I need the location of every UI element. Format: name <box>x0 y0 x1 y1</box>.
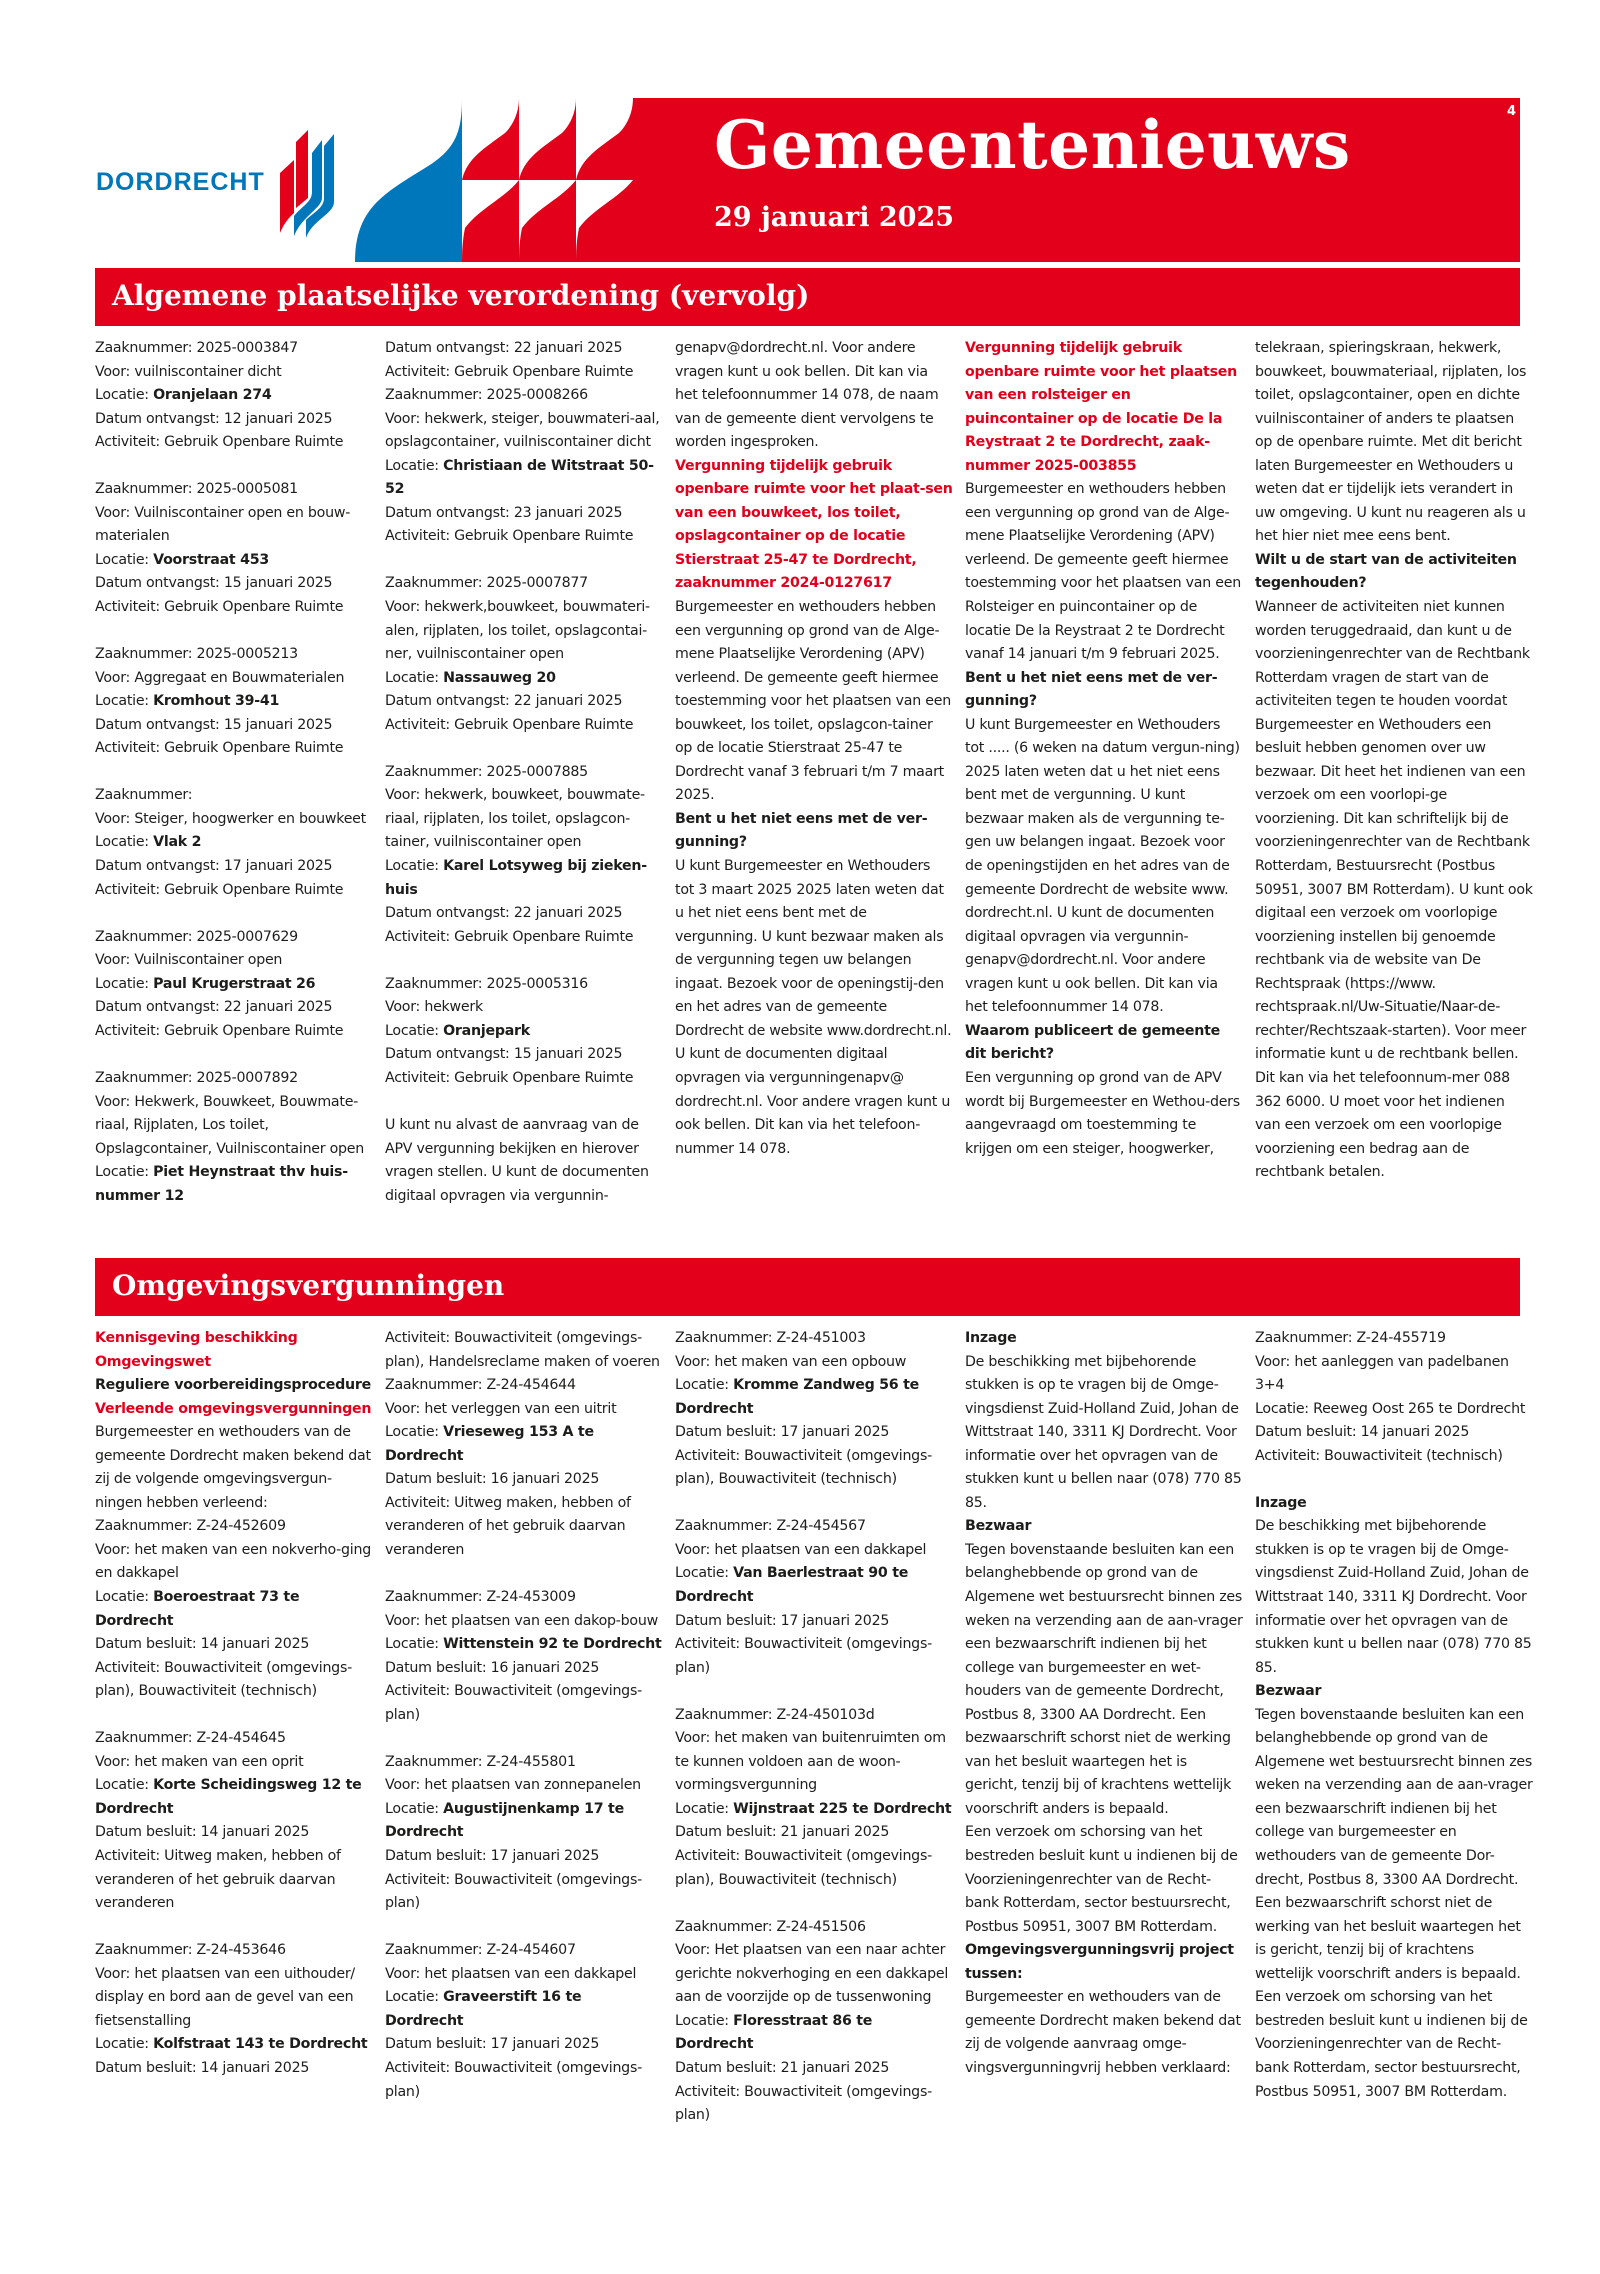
case-purpose: Voor: het maken van een nokverho-ging en dakkapel <box>95 1541 371 1582</box>
case-purpose: Voor: het maken van buitenruimten om te kunnen voldoen aan de woon-vormingsvergunning <box>675 1730 946 1794</box>
apv-column-3 <box>675 337 953 1161</box>
case-number: Zaaknummer: Z-24-450103d <box>675 1706 875 1723</box>
case-date: Datum ontvangst: 23 januari 2025 <box>385 504 623 521</box>
case-purpose: Voor: hekwerk, bouwkeet, bouwmate-riaal, rijplaten, los toilet, opslagcon-tainer, vuilniscontainer open <box>385 787 645 851</box>
inspection-body: De beschikking met bijbehorende stukken is op te vragen bij de Omge-vingsdienst Zuid-Holland Zuid, Johan de Wittstraat 140, 3311 KJ Dordrecht. Voor informatie over het opvragen van de stukken kunt u bellen naar (078) 770 85 85. <box>965 1353 1242 1511</box>
inspection-heading: Inzage <box>1255 1494 1307 1511</box>
case-number: Zaaknummer: Z-24-451506 <box>675 1918 866 1935</box>
suspension-body: Een verzoek om schorsing van het bestreden besluit kunt u indienen bij de Voorzieningenrechter van de Recht-bank Rotterdam, sector bestuursrecht, Postbus 50951, 3007 BM Rotterdam. <box>965 1824 1238 1935</box>
permit-entry <box>675 1515 953 1680</box>
case-activity: Activiteit: Gebruik Openbare Ruimte <box>95 434 344 451</box>
masthead <box>700 98 1520 262</box>
permit-entry <box>385 1586 663 1727</box>
inspection-heading: Inzage <box>965 1330 1017 1346</box>
why-heading: Waarom publiceert de gemeente dit bericht? <box>965 1022 1221 1063</box>
case-purpose: Voor: het plaatsen van een dakkapel <box>675 1541 927 1558</box>
case-date: Datum ontvangst: 22 januari 2025 <box>385 693 623 710</box>
permit-entry <box>385 1751 663 1916</box>
case-purpose: Voor: het aanleggen van padelbanen 3+4 <box>1255 1353 1509 1394</box>
decision-date: Datum besluit: 21 januari 2025 <box>675 1824 890 1841</box>
dordrecht-logo <box>96 128 346 238</box>
omgeving-column-2 <box>385 1327 663 2104</box>
permit-entry <box>1255 1327 1533 1468</box>
case-location: Locatie: Boeroestraat 73 te Dordrecht <box>95 1589 300 1629</box>
case-purpose: Voor: het maken van een oprit <box>95 1753 304 1770</box>
case-location: Locatie: Vrieseweg 153 A te Dordrecht <box>385 1424 594 1464</box>
decorative-wave-graphic <box>355 98 715 262</box>
case-number: Zaaknummer: 2025-0007629 <box>95 928 298 945</box>
case-location: Locatie: Piet Heynstraat thv huis-nummer 12 <box>95 1164 348 1204</box>
case-entry <box>385 973 663 1091</box>
case-number: Zaaknummer: Z-24-453009 <box>385 1589 576 1606</box>
case-number: Zaaknummer: Z-24-455801 <box>385 1753 576 1770</box>
decision-date: Datum besluit: 16 januari 2025 <box>385 1659 600 1676</box>
case-activity: Activiteit: Gebruik Openbare Ruimte <box>385 1069 634 1086</box>
case-location: Locatie: Graveerstift 16 te Dordrecht <box>385 1989 582 2029</box>
case-activity: Activiteit: Gebruik Openbare Ruimte <box>385 528 634 545</box>
case-location: Locatie: Oranjepark <box>385 1022 530 1039</box>
objection-heading: Bent u het niet eens met de ver-gunning? <box>965 669 1218 710</box>
case-date: Datum ontvangst: 15 januari 2025 <box>95 575 333 592</box>
case-location: Locatie: Oranjelaan 274 <box>95 387 272 404</box>
issue-date: 29 januari 2025 <box>714 202 955 233</box>
case-purpose: Voor: het plaatsen van zonnepanelen <box>385 1777 641 1794</box>
notice-body: Burgemeester en wethouders hebben een vergunning op grond van de Alge-mene Plaatselijke Verordening (APV) verleend. De gemeente geeft hiermee toestemming voor het plaatsen van een bouwkeet, los toilet, opslagcon-tainer op de locatie Stierstraat 25-47 te Dordrecht vanaf 3 februari t/m 7 maart 2025. <box>675 599 951 804</box>
case-date: Datum ontvangst: 22 januari 2025 <box>385 905 623 922</box>
case-activity: Activiteit: Gebruik Openbare Ruimte <box>95 1022 344 1039</box>
apv-column-5 <box>1255 337 1533 1185</box>
case-entry <box>95 643 373 761</box>
stop-activities-heading: Wilt u de start van de activiteiten tegenhouden? <box>1255 551 1517 592</box>
closing-paragraph: U kunt nu alvast de aanvraag van de APV vergunning bekijken en hierover vragen stellen. U kunt de documenten digitaal opvragen via vergunnin- <box>385 1117 649 1204</box>
case-location: Locatie: Christiaan de Witstraat 50-52 <box>385 457 654 498</box>
case-activity: Activiteit: Bouwactiviteit (omgevings-plan), Bouwactiviteit (technisch) <box>675 1848 932 1888</box>
case-location: Locatie: Van Baerlestraat 90 te Dordrecht <box>675 1565 909 1606</box>
case-number: Zaaknummer: Z-24-455719 <box>1255 1330 1446 1346</box>
omgeving-column-3 <box>675 1327 953 2128</box>
omgeving-column-4 <box>965 1327 1243 2081</box>
omgeving-column-1 <box>95 1327 373 2081</box>
case-location: Locatie: Reeweg Oost 265 te Dordrecht <box>1255 1400 1526 1417</box>
stop-activities-body: Wanneer de activiteiten niet kunnen worden teruggedraaid, dan kunt u de voorzieningenrechter van de Rechtbank Rotterdam vragen de start van de activiteiten tegen te houden voordat Burgemeester en Wethouders een besluit hebben genomen over uw bezwaar. Dit heet het indienen van een verzoek om een voorlopi-ge voorziening. Dit kan schriftelijk bij de voorzieningenrechter van de Rechtbank Rotterdam, Bestuursrecht (Postbus 50951, 3007 BM Rotterdam). U kunt ook digitaal een verzoek om voorlopige voorziening instellen bij genoemde rechtbank via de website van De Rechtspraak (https://www. rechtspraak.nl/Uw-Situatie/Naar-de-rechter/Rechtszaak-starten). Voor meer informatie kunt u de rechtbank bellen. Dit kan via het telefoonnum-mer 088 362 6000. U moet voor het indienen van een verzoek om een voorlopige voorziening een bedrag aan de rechtbank betalen. <box>1255 599 1533 1181</box>
case-purpose: Voor: het maken van een opbouw <box>675 1353 907 1370</box>
objection-heading: Bezwaar <box>1255 1683 1322 1700</box>
case-purpose: Voor: hekwerk,bouwkeet, bouwmateri-alen, rijplaten, los toilet, opslagcontai-ner, vuilniscontainer open <box>385 599 650 663</box>
decision-date: Datum besluit: 14 januari 2025 <box>95 1636 310 1653</box>
apv-column-1 <box>95 337 373 1208</box>
notice-title: Vergunning tijdelijk gebruik openbare ruimte voor het plaat-sen van een bouwkeet, los toilet, opslagcontainer op de locatie Stierstraat 25-47 te Dordrecht, zaaknummer 2024-0127617 <box>675 457 953 592</box>
case-purpose: Voor: Steiger, hoogwerker en bouwkeet <box>95 810 366 827</box>
apv-column-2 <box>385 337 663 1208</box>
case-activity: Activiteit: Gebruik Openbare Ruimte <box>385 363 634 380</box>
apv-column-4 <box>965 337 1243 1161</box>
case-number: Zaaknummer: Z-24-454607 <box>385 1942 576 1959</box>
case-date: Datum ontvangst: 17 januari 2025 <box>95 858 333 875</box>
case-number: Zaaknummer: 2025-0007885 <box>385 763 588 780</box>
case-purpose: Voor: Vuilniscontainer open <box>95 952 283 969</box>
case-entry <box>95 784 373 902</box>
intro-paragraph: Burgemeester en wethouders van de gemeente Dordrecht maken bekend dat zij de volgende omgevingsvergun-ningen hebben verleend: <box>95 1424 371 1511</box>
case-entry <box>95 926 373 1044</box>
case-purpose: Voor: vuilniscontainer dicht <box>95 363 282 380</box>
objection-heading: Bent u het niet eens met de ver-gunning? <box>675 810 928 851</box>
permit-entry <box>95 1515 373 1703</box>
case-purpose: Voor: het plaatsen van een dakkapel <box>385 1965 637 1982</box>
permit-free-body: Burgemeester en wethouders van de gemeente Dordrecht maken bekend dat zij de volgende aanvraag omge-vingsvergunningvrij hebben verklaard: <box>965 1989 1241 2076</box>
objection-body: Tegen bovenstaande besluiten kan een belanghebbende op grond van de Algemene wet bestuursrecht binnen zes weken na verzending aan de aan-vrager een bezwaarschrift indienen bij het college van burgemeester en wethouders van de gemeente Dor-drecht, Postbus 8, 3300 AA Dordrecht. Een bezwaarschrift schorst niet de werking van het besluit waartegen het is gericht, tenzij bij of krachtens wettelijk voorschrift anders is bepaald. <box>1255 1706 1533 1982</box>
decision-date: Datum besluit: 16 januari 2025 <box>385 1471 600 1488</box>
case-activity: Activiteit: Bouwactiviteit (omgevings-plan) <box>385 2059 642 2100</box>
granted-heading: Verleende omgevingsvergunningen <box>95 1400 372 1417</box>
permit-free-heading: Omgevingsvergunningsvrij project tussen: <box>965 1942 1234 1982</box>
case-number: Zaaknummer: 2025-0007892 <box>95 1069 298 1086</box>
objection-body: U kunt Burgemeester en Wethouders tot 3 maart 2025 2025 laten weten dat u het niet eens bent met de vergunning. U kunt bezwaar maken als de vergunning tegen uw belangen ingaat. Bezoek voor de openingstij-den en het adres van de gemeente Dordrecht de website www.dordrecht.nl. U kunt de documenten digitaal opvragen via vergunningenapv@ dordrecht.nl. Voor andere vragen kunt u ook bellen. Dit kan via het telefoon-nummer 14 078. <box>675 858 952 1157</box>
case-number: Zaaknummer: <box>95 787 193 804</box>
procedure-heading: Reguliere voorbereidingsprocedure <box>95 1377 371 1394</box>
section-title: Omgevingsvergunningen <box>112 1269 505 1302</box>
case-purpose: Voor: hekwerk <box>385 999 483 1016</box>
case-purpose: Voor: Aggregaat en Bouwmaterialen <box>95 669 345 686</box>
case-location: Locatie: Kolfstraat 143 te Dordrecht <box>95 2036 368 2053</box>
case-date: Datum ontvangst: 15 januari 2025 <box>95 716 333 733</box>
page-number: 4 <box>1506 104 1516 119</box>
case-location: Locatie: Nassauweg 20 <box>385 669 556 686</box>
why-body: Een vergunning op grond van de APV wordt bij Burgemeester en Wethou-ders aangevraagd om toestemming te krijgen om een steiger, hoogwerker, <box>965 1069 1240 1157</box>
permit-entry <box>95 1727 373 1915</box>
case-activity: Activiteit: Uitweg maken, hebben of veranderen of het gebruik daarvan veranderen <box>95 1848 341 1912</box>
case-location: Locatie: Kromhout 39-41 <box>95 693 280 710</box>
permit-entry <box>385 1939 663 2104</box>
case-entry <box>385 572 663 737</box>
case-number: Zaaknummer: 2025-0003847 <box>95 340 298 356</box>
case-location: Locatie: Wijnstraat 225 te Dordrecht <box>675 1800 952 1817</box>
kennisgeving-heading: Kennisgeving beschikking Omgevingswet <box>95 1330 298 1370</box>
notice-body: Burgemeester en wethouders hebben een vergunning op grond van de Alge-mene Plaatselijke Verordening (APV) verleend. De gemeente geeft hiermee toestemming voor het plaatsen van een Rolsteiger en puincontainer op de locatie De la Reystraat 2 te Dordrecht vanaf 14 januari t/m 9 februari 2025. <box>965 481 1241 663</box>
section-header-omgevingsvergunningen <box>95 1258 1520 1316</box>
permit-entry <box>675 1916 953 2128</box>
permit-entry <box>385 1374 663 1562</box>
case-date: Datum ontvangst: 22 januari 2025 <box>95 999 333 1016</box>
case-number: Zaaknummer: Z-24-452609 <box>95 1518 286 1535</box>
permit-entry <box>95 1939 373 2080</box>
case-purpose: Voor: Vuilniscontainer open en bouw-materialen <box>95 504 351 545</box>
case-location: Locatie: Korte Scheidingsweg 12 te Dordrecht <box>95 1777 362 1817</box>
case-number: Zaaknummer: Z-24-453646 <box>95 1942 286 1959</box>
case-number: Zaaknummer: 2025-0005213 <box>95 646 298 663</box>
permit-entry <box>675 1704 953 1892</box>
inspection-body: De beschikking met bijbehorende stukken is op te vragen bij de Omge-vingsdienst Zuid-Holland Zuid, Johan de Wittstraat 140, 3311 KJ Dordrecht. Voor informatie over het opvragen van de stukken kunt u bellen naar (078) 770 85 85. <box>1255 1518 1532 1676</box>
case-number: Zaaknummer: Z-24-454645 <box>95 1730 286 1747</box>
decision-date: Datum besluit: 17 januari 2025 <box>675 1424 890 1441</box>
case-activity: Activiteit: Bouwactiviteit (omgevings-plan) <box>675 1636 932 1676</box>
case-purpose: Voor: het plaatsen van een uithouder/ display en bord aan de gevel van een fietsenstalling <box>95 1965 355 2029</box>
permit-entry <box>675 1327 953 1492</box>
case-purpose: Voor: het plaatsen van een dakop-bouw <box>385 1612 658 1629</box>
case-number: Zaaknummer: 2025-0005316 <box>385 975 588 992</box>
dordrecht-emblem-icon <box>272 128 342 238</box>
logo-text: DORDRECHT <box>96 168 265 196</box>
case-location: Locatie: Vlak 2 <box>95 834 202 851</box>
objection-body: U kunt Burgemeester en Wethouders tot ..... (6 weken na datum vergun-ning) 2025 laten weten dat u het niet eens bent met de vergunning. U kunt bezwaar maken als de vergunning te-gen uw belangen ingaat. Bezoek voor de openingstijden en het adres van de gemeente Dordrecht de website www. dordrecht.nl. U kunt de documenten digitaal opvragen via vergunnin-genapv@dordrecht.nl. Voor andere vragen kunt u ook bellen. Dit kan via het telefoonnummer 14 078. <box>965 716 1240 1016</box>
case-activity: Activiteit: Bouwactiviteit (omgevings-plan), Bouwactiviteit (technisch) <box>95 1659 352 1700</box>
case-number: Zaaknummer: 2025-0007877 <box>385 575 588 592</box>
case-activity: Activiteit: Bouwactiviteit (technisch) <box>1255 1447 1503 1464</box>
suspension-body: Een verzoek om schorsing van het bestreden besluit kunt u indienen bij de Voorzieningenrechter van de Recht-bank Rotterdam, sector bestuursrecht, Postbus 50951, 3007 BM Rotterdam. <box>1255 1989 1528 2100</box>
case-location: Locatie: Kromme Zandweg 56 te Dordrecht <box>675 1377 920 1417</box>
case-activity: Activiteit: Bouwactiviteit (omgevings-plan) <box>385 1871 642 1912</box>
case-number: Zaaknummer: 2025-0005081 <box>95 481 298 498</box>
objection-heading: Bezwaar <box>965 1518 1032 1535</box>
case-purpose: Voor: Hekwerk, Bouwkeet, Bouwmate-riaal, Rijplaten, Los toilet, Opslagcontainer, Vuilniscontainer open <box>95 1093 365 1157</box>
case-location: Locatie: Floresstraat 86 te Dordrecht <box>675 2012 873 2053</box>
case-location: Locatie: Voorstraat 453 <box>95 551 270 568</box>
case-activity: Activiteit: Gebruik Openbare Ruimte <box>95 599 344 616</box>
objection-body: Tegen bovenstaande besluiten kan een belanghebbende op grond van de Algemene wet bestuursrecht binnen zes weken na verzending aan de aan-vrager een bezwaarschrift indienen bij het college van burgemeester en wet-houders van de gemeente Dordrecht, Postbus 8, 3300 AA Dordrecht. Een bezwaarschrift schorst niet de werking van het besluit waartegen het is gericht, tenzij bij of krachtens wettelijk voorschrift anders is bepaald. <box>965 1541 1243 1817</box>
decision-date: Datum besluit: 17 januari 2025 <box>385 1848 600 1865</box>
case-number: Zaaknummer: Z-24-454567 <box>675 1518 866 1535</box>
decision-date: Datum besluit: 14 januari 2025 <box>95 1824 310 1841</box>
case-entry <box>385 384 663 549</box>
case-purpose: Voor: hekwerk, steiger, bouwmateri-aal, opslagcontainer, vuilniscontainer dicht <box>385 410 660 451</box>
case-number: Zaaknummer: Z-24-451003 <box>675 1330 866 1346</box>
case-activity: Activiteit: Bouwactiviteit (omgevings-plan) <box>385 1683 642 1723</box>
case-activity: Activiteit: Bouwactiviteit (omgevings-plan) <box>675 2083 932 2124</box>
case-entry <box>95 1067 373 1208</box>
case-activity: Activiteit: Gebruik Openbare Ruimte <box>385 716 634 733</box>
case-location: Locatie: Wittenstein 92 te Dordrecht <box>385 1636 662 1653</box>
case-location: Locatie: Karel Lotsyweg bij zieken-huis <box>385 858 647 898</box>
notice-title: Vergunning tijdelijk gebruik openbare ruimte voor het plaatsen van een rolsteiger en puincontainer op de locatie De la Reystraat 2 te Dordrecht, zaak-nummer 2025-003855 <box>965 340 1237 474</box>
decision-date: Datum besluit: 17 januari 2025 <box>675 1612 890 1629</box>
case-date: Datum ontvangst: 15 januari 2025 <box>385 1046 623 1063</box>
case-activity: Activiteit: Gebruik Openbare Ruimte <box>95 881 344 898</box>
case-activity: Activiteit: Bouwactiviteit (omgevings-plan), Handelsreclame maken of voeren <box>385 1330 660 1370</box>
decision-date: Datum besluit: 21 januari 2025 <box>675 2059 890 2076</box>
case-entry <box>95 478 373 619</box>
case-activity: Activiteit: Bouwactiviteit (omgevings-plan), Bouwactiviteit (technisch) <box>675 1447 932 1488</box>
case-date: Datum ontvangst: 22 januari 2025 <box>385 340 623 356</box>
newsletter-title: Gemeentenieuws <box>714 106 1351 184</box>
case-entry <box>95 337 373 455</box>
case-activity: Activiteit: Uitweg maken, hebben of veranderen of het gebruik daarvan veranderen <box>385 1494 631 1558</box>
case-number: Zaaknummer: 2025-0008266 <box>385 387 588 404</box>
continued-paragraph: genapv@dordrecht.nl. Voor andere vragen kunt u ook bellen. Dit kan via het telefoonnummer 14 078, de naam van de gemeente dient vervolgens te worden ingesproken. <box>675 340 939 451</box>
case-activity: Activiteit: Gebruik Openbare Ruimte <box>385 928 634 945</box>
continued-paragraph: telekraan, spieringskraan, hekwerk, bouwkeet, bouwmateriaal, rijplaten, los toilet, opslagcontainer, open en dichte vuilniscontainer of anders te plaatsen op de openbare ruimte. Met dit bericht laten Burgemeester en Wethouders u weten dat er tijdelijk iets verandert in uw omgeving. U kunt nu reageren als u het hier niet mee eens bent. <box>1255 340 1527 545</box>
case-purpose: Voor: Het plaatsen van een naar achter gerichte nokverhoging en een dakkapel aan de voorzijde op de tussenwoning <box>675 1942 949 2006</box>
case-location: Locatie: Paul Krugerstraat 26 <box>95 975 316 992</box>
case-purpose: Voor: het verleggen van een uitrit <box>385 1400 617 1417</box>
case-entry <box>385 761 663 949</box>
case-number: Zaaknummer: Z-24-454644 <box>385 1377 576 1394</box>
decision-date: Datum besluit: 14 januari 2025 <box>95 2059 310 2076</box>
section-title: Algemene plaatselijke verordening (vervolg) <box>112 279 810 312</box>
case-location: Locatie: Augustijnenkamp 17 te Dordrecht <box>385 1800 624 1841</box>
section-header-apv <box>95 268 1520 326</box>
case-activity: Activiteit: Gebruik Openbare Ruimte <box>95 740 344 757</box>
decision-date: Datum besluit: 17 januari 2025 <box>385 2036 600 2053</box>
case-date: Datum ontvangst: 12 januari 2025 <box>95 410 333 427</box>
omgeving-column-5 <box>1255 1327 1533 2104</box>
decision-date: Datum besluit: 14 januari 2025 <box>1255 1424 1470 1441</box>
